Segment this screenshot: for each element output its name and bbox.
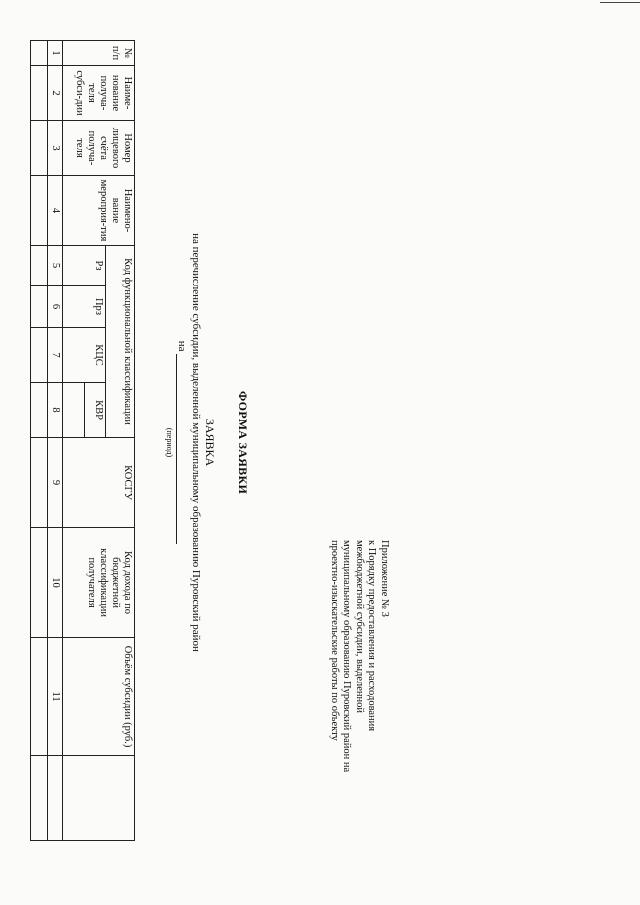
table-row-numbers bbox=[48, 41, 63, 841]
empty-cell bbox=[31, 328, 48, 383]
appendix-line: муниципальному образованию Пуровский район на bbox=[341, 540, 353, 773]
period-caption: (период) bbox=[165, 427, 174, 458]
empty-cell bbox=[31, 638, 48, 756]
appendix-line: проектно-изыскательские работы по объекту bbox=[329, 540, 340, 741]
table-row-empty bbox=[31, 41, 48, 841]
subsidy-table bbox=[30, 40, 135, 841]
document-subtitle: на перечисление субсидии, выделенной муниципальному образованию Пуровский район bbox=[190, 233, 202, 652]
header-func-class: Код функциональной классификации bbox=[106, 246, 135, 438]
header-kcs: КЦС bbox=[63, 328, 106, 383]
header-num: № п/п bbox=[63, 41, 135, 66]
column-number: 2 bbox=[48, 66, 63, 121]
empty-cell bbox=[48, 756, 63, 841]
period-blank bbox=[176, 354, 188, 544]
empty-cell bbox=[31, 756, 48, 841]
column-number: 7 bbox=[48, 328, 63, 383]
header-kosgu: КОСГУ bbox=[63, 438, 135, 528]
header-account: Номер лицевого счёта получа-теля bbox=[63, 121, 135, 176]
empty-cell bbox=[31, 528, 48, 638]
empty-cell bbox=[31, 286, 48, 328]
empty-cell bbox=[31, 383, 48, 438]
header-rz: Рз bbox=[63, 246, 106, 286]
appendix-line: к Порядку предоставления и расходования bbox=[366, 540, 378, 732]
form-title: ФОРМА ЗАЯВКИ bbox=[236, 390, 250, 495]
column-number: 11 bbox=[48, 638, 63, 756]
header-kvr: КВР bbox=[85, 383, 106, 438]
empty-cell bbox=[31, 121, 48, 176]
empty-cell bbox=[31, 438, 48, 528]
header-recipient-name: Наиме-нование получа-теля субси-дии bbox=[63, 66, 135, 121]
empty-cell bbox=[31, 246, 48, 286]
header-income-code: Код дохода по бюджетной классификации получателя bbox=[63, 528, 135, 638]
appendix-block bbox=[328, 540, 391, 855]
column-number: 8 bbox=[48, 383, 63, 438]
header-event: Наимено-вание мероприя-тия bbox=[63, 176, 135, 246]
header-blank-col bbox=[63, 756, 135, 841]
appendix-line: межбюджетной субсидии, выделенной bbox=[354, 540, 365, 714]
empty-cell bbox=[31, 41, 48, 66]
rotated-form bbox=[0, 20, 400, 865]
column-number: 4 bbox=[48, 176, 63, 246]
column-number: 3 bbox=[48, 121, 63, 176]
column-number: 9 bbox=[48, 438, 63, 528]
document-title: ЗАЯВКА bbox=[203, 418, 217, 467]
period-line bbox=[176, 20, 188, 865]
header-volume: Объём субсидии (руб.) bbox=[63, 638, 135, 756]
header-prz: Прз bbox=[63, 286, 106, 328]
column-number: 10 bbox=[48, 528, 63, 638]
empty-cell bbox=[31, 176, 48, 246]
header-kvr-sub bbox=[63, 383, 85, 438]
na-label: на bbox=[176, 340, 188, 352]
appendix-line: Приложение № 3 bbox=[379, 540, 390, 617]
empty-cell bbox=[31, 66, 48, 121]
column-number: 6 bbox=[48, 286, 63, 328]
scan-edge-line bbox=[600, 2, 640, 3]
column-number: 1 bbox=[48, 41, 63, 66]
column-number: 5 bbox=[48, 246, 63, 286]
